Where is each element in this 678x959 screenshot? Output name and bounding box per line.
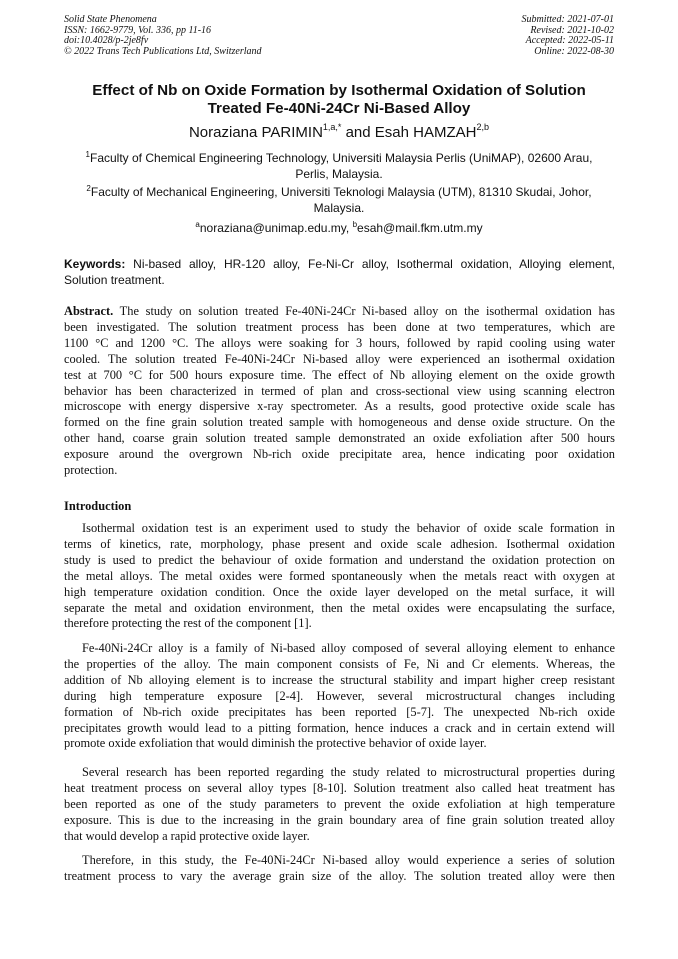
abstract-line: 1100 °C and 1200 °C. The alloys were soaking for 3 hours, followed by rapid cooling using water [64, 335, 615, 350]
abstract-line: exposure around the overgrown Nb-rich oxide precipitate area, hence indicating poor oxidation [64, 447, 615, 462]
abstract-line: The study on solution treated Fe-40Ni-24Cr Ni-based alloy on the isothermal oxidation has [113, 304, 615, 318]
affiliation-1 [64, 150, 614, 182]
abstract-line: behavior has been characterized in termed of plan and cross-sectional view using scanning electron [64, 383, 615, 398]
paragraph-line: promote oxide exfoliation that would diminish the protective behavior of oxide layer. [64, 736, 487, 751]
submitted-date: Submitted: 2021-07-01 [521, 14, 614, 25]
affiliation-2 [64, 184, 614, 216]
abstract-line: test at 700 °C for 500 hours exposure time. The effect of Nb alloying element on the oxide growth [64, 367, 615, 382]
abstract-label: Abstract. [64, 304, 114, 318]
author-2: Esah HAMZAH [374, 124, 477, 141]
journal-name: Solid State Phenomena [64, 14, 157, 25]
keywords-label: Keywords: [64, 257, 126, 271]
paragraph-line: the properties of the alloy. The main component consists of Fe, Ni and Cr elements. Whereas, the [64, 656, 615, 671]
revised-date: Revised: 2021-10-02 [530, 24, 614, 36]
abstract-line: microscope with energy dispersive x-ray spectrometer. As a results, good protective oxide scale has [64, 399, 615, 414]
affiliation-1-line-1: Faculty of Chemical Engineering Technology, Universiti Malaysia Perlis (UniMAP), 02600 Arau, [90, 151, 593, 165]
paper-title [60, 82, 618, 118]
issn: ISSN: 1662-9779, Vol. 336, pp 11-16 [64, 24, 212, 36]
author-emails [64, 220, 614, 236]
online-date: Online: 2022-08-30 [534, 46, 614, 58]
accepted-date: Accepted: 2022-05-11 [525, 35, 614, 47]
keywords-section [64, 256, 615, 288]
title-line-1: Effect of Nb on Oxide Formation by Isothermal Oxidation of Solution [92, 82, 586, 99]
intro-paragraph-2 [64, 641, 615, 752]
paragraph-line: precipitates growth would lead to a pitting formation, hence induces a crack and in certain extend will [64, 720, 615, 735]
affiliation-2-line-1: Faculty of Mechanical Engineering, Universiti Teknologi Malaysia (UTM), 81310 Skudai, Johor, [90, 185, 592, 199]
paragraph-line: that would develop a rapid protective oxide layer. [64, 828, 310, 843]
header-left [64, 15, 262, 58]
email-1-mark: a [195, 220, 200, 229]
affiliation-1-mark: 1 [85, 150, 90, 159]
doi: doi:10.4028/p-2je8fv [64, 35, 149, 47]
paragraph-line: during high temperature exposure [2-4]. However, several microstructural changes including [64, 688, 615, 703]
paragraph-line: high temperature oxidation condition. Once the oxide layer developed on the metal surface, it will [64, 584, 615, 599]
paragraph-line: Isothermal oxidation test is an experiment used to study the behavior of oxide scale formation in [82, 521, 615, 535]
intro-paragraph-4 [64, 853, 615, 885]
email-2[interactable]: esah@mail.fkm.utm.my [357, 221, 483, 235]
paragraph-line: study is used to predict the behaviour of oxide formation and understand the oxidation protection on [64, 552, 615, 567]
paragraph-line: treatment process to vary the average grain size of the alloy. The solution treated alloy were then [64, 868, 615, 883]
email-1[interactable]: noraziana@unimap.edu.my, [199, 221, 353, 235]
copyright: © 2022 Trans Tech Publications Ltd, Switzerland [64, 46, 262, 58]
intro-paragraph-1 [64, 521, 615, 632]
abstract-line: formed on the fine grain solution treated sample with homogeneous and dense oxide structure. On the [64, 415, 615, 430]
paragraph-line: therefore protecting the rest of the component [1]. [64, 616, 312, 631]
keywords-line-2: Solution treatment. [64, 273, 165, 287]
abstract-line: been investigated. The solution treatment process has been done at two temperatures, which are [64, 319, 615, 334]
author-1: Noraziana PARIMIN [188, 124, 323, 141]
paragraph-line: addition of Nb alloying element is to increase the structural stability and impart higher creep resistant [64, 672, 615, 687]
paragraph-line: terms of kinetics, rate, morphology, phase present and oxide scale adhesion. Isothermal oxidation [64, 536, 615, 551]
abstract-line: other hand, coarse grain solution treated sample demonstrated an oxide exfoliation after 500 hours [64, 431, 615, 446]
paragraph-line: Fe-40Ni-24Cr alloy is a family of Ni-based alloy composed of several alloying element to enhance [82, 641, 615, 655]
author-2-affiliation-mark: 2,b [476, 122, 490, 132]
paragraph-line: formation of Nb-rich oxide precipitates has been reported [5-7]. The unexpected Nb-rich oxide [64, 704, 615, 719]
affiliation-1-line-2: Perlis, Malaysia. [295, 167, 383, 181]
paragraph-line: heat treatment process on several alloy types [8-10]. Solution treatment also called heat treatment has [64, 780, 615, 795]
introduction-heading: Introduction [64, 499, 132, 513]
title-line-2: Treated Fe-40Ni-24Cr Ni-Based Alloy [207, 100, 471, 117]
author-conjunction: and [341, 124, 375, 141]
author-list [40, 124, 638, 142]
intro-paragraph-3 [64, 765, 615, 845]
abstract-line: protection. [64, 463, 118, 478]
affiliation-2-mark: 2 [86, 184, 91, 193]
paragraph-line: the metal alloys. The metal oxides were formed spontaneously when the metals react with oxygen at [64, 568, 615, 583]
paragraph-line: exposure. This is due to the increasing in the grain boundary area of fine grain solution treated alloy [64, 812, 615, 827]
header-right [522, 15, 615, 58]
abstract-line: cooled. The solution treated Fe-40Ni-24Cr Ni-based alloy were experienced an isothermal oxidation [64, 351, 615, 366]
author-1-affiliation-mark: 1,a,* [322, 122, 342, 132]
affiliation-2-line-2: Malaysia. [313, 201, 365, 215]
paragraph-line: Therefore, in this study, the Fe-40Ni-24Cr Ni-based alloy would experience a series of solution [82, 853, 615, 867]
email-2-mark: b [352, 220, 358, 229]
paragraph-line: separate the metal and oxidation environment, then the metal oxides were encapsulating the surface, [64, 600, 615, 615]
keywords-line-1: Ni-based alloy, HR-120 alloy, Fe-Ni-Cr alloy, Isothermal oxidation, Alloying element, [125, 257, 615, 271]
paragraph-line: been reported as one of the study parameters to prevent the oxide exfoliation at high temperature [64, 796, 615, 811]
abstract [64, 304, 615, 479]
paragraph-line: Several research has been reported regarding the study related to microstructural properties during [82, 765, 615, 779]
